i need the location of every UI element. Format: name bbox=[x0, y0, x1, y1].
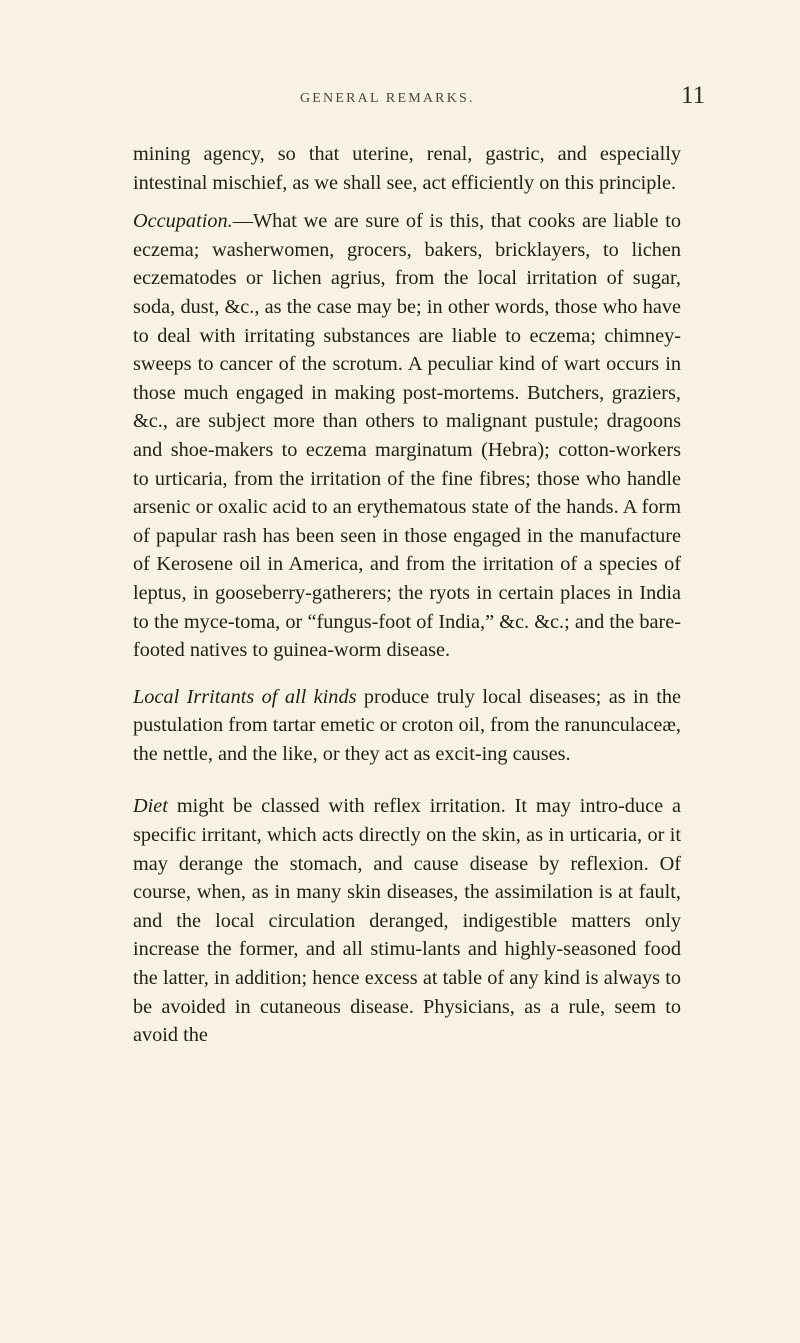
paragraph-continuation bbox=[133, 140, 681, 197]
running-title: GENERAL REMARKS. bbox=[300, 91, 475, 106]
paragraph-heading: Diet bbox=[133, 795, 168, 818]
paragraph-text: mining agency, so that uterine, renal, gastric, and especially intestinal mischief, as we shall see, act efficiently on this principle. bbox=[133, 143, 681, 194]
paragraph-local-irritants bbox=[133, 683, 681, 769]
body-text bbox=[133, 140, 681, 1050]
paragraph-heading: Local Irritants of all kinds bbox=[133, 685, 357, 708]
paragraph-text: produce truly local diseases; as in the pustulation from tartar emetic or croton oil, from the ranunculaceæ, the nettle, and the like, or they act as excit-ing causes. bbox=[133, 685, 681, 765]
paragraph-text: might be classed with reflex irritation. It may intro-duce a specific irritant, which acts directly on the skin, as in urticaria, or it may derange the stomach, and cause disease by reflexion. Of course, when, as in many skin diseases, the assimilation is at fault, and the local circulation deranged, indigestible matters only increase the former, and all stimu-lants and highly-seasoned food the latter, in addition; hence excess at table of any kind is always to be avoided in cutaneous disease. Physicians, as a rule, seem to avoid the bbox=[133, 795, 681, 1047]
paragraph-text: —What we are sure of is this, that cooks are liable to eczema; washerwomen, grocers, bakers, bricklayers, to lichen eczematodes or lichen agrius, from the local irritation of sugar, soda, dust, &c., as the case may be; in other words, those who have to deal with irritating substances are liable to eczema; chimney-sweeps to cancer of the scrotum. A peculiar kind of wart occurs in those much engaged in making post-mortems. Butchers, graziers, &c., are subject more than others to malignant pustule; dragoons and shoe-makers to eczema marginatum (Hebra); cotton-workers to urticaria, from the irritation of the fine fibres; those who handle arsenic or oxalic acid to an erythematous state of the hands. A form of papular rash has been seen in those engaged in the manufacture of Kerosene oil in America, and from the irritation of a species of leptus, in gooseberry-gatherers; the ryots in certain places in India to the myce-toma, or “fungus-foot of India,” &c. &c.; and the bare-footed natives to guinea-worm disease. bbox=[133, 210, 681, 662]
page-number: 11 bbox=[681, 82, 706, 109]
paragraph-diet bbox=[133, 792, 681, 1049]
paragraph-heading: Occupation. bbox=[133, 210, 233, 233]
paragraph-occupation bbox=[133, 207, 681, 665]
